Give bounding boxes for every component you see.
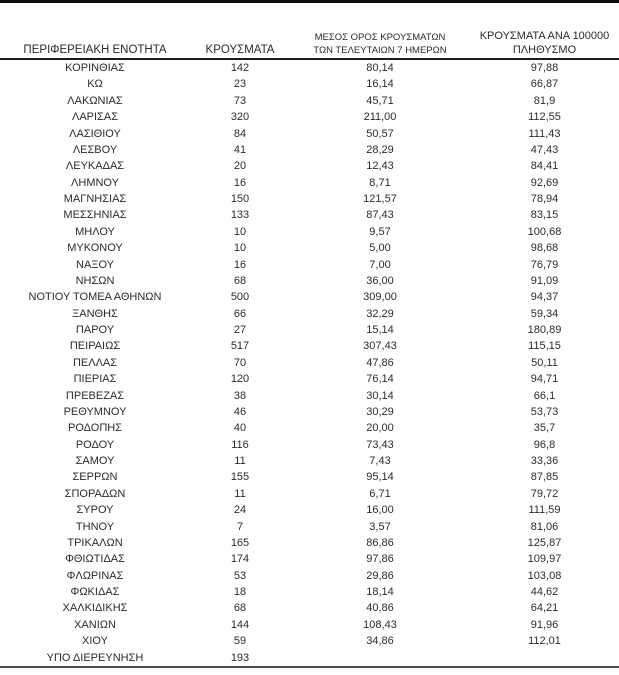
region-name-cell: ΦΩΚΙΔΑΣ [70, 586, 120, 598]
table-row [0, 535, 619, 551]
avg-7day-cases-cell: 108,43 [363, 618, 397, 631]
table-row [0, 224, 619, 240]
avg-7day-cases-cell: 32,29 [366, 307, 394, 320]
cases-per-100000-cell: 91,09 [530, 274, 559, 287]
cases-cell: 27 [233, 324, 247, 336]
column-header-avg-7day [290, 31, 470, 58]
cases-per-100000-cell: 109,97 [527, 553, 562, 566]
table-row [0, 338, 619, 354]
cases-per-100000-cell: 81,06 [530, 520, 559, 533]
cases-per-100000-cell: 115,15 [528, 340, 561, 353]
cases-cell: 46 [233, 405, 247, 418]
table-row [0, 93, 619, 109]
table-row [0, 371, 619, 387]
cases-cell: 11 [234, 455, 246, 467]
cases-per-100000-cell: 35,7 [533, 422, 556, 435]
cases-cell: 193 [230, 651, 250, 664]
column-header-cases: ΚΡΟΥΣΜΑΤΑ [205, 44, 275, 56]
cases-per-100000-cell: 79,72 [530, 487, 559, 500]
cases-cell: 40 [233, 422, 247, 435]
table-row [0, 191, 619, 207]
cases-per-100000-cell: 76,79 [530, 258, 559, 271]
cases-per-100000-cell: 91,96 [530, 618, 559, 631]
avg-7day-cases-cell: 80,14 [366, 62, 394, 74]
cases-per-100000-cell: 97,88 [530, 62, 559, 74]
region-name-cell: ΧΑΛΚΙΔΙΚΗΣ [62, 602, 128, 615]
avg-7day-cases-cell: 45,71 [366, 94, 394, 107]
avg-7day-cases-cell: 3,57 [369, 520, 391, 533]
cases-cell: 165 [230, 536, 250, 549]
avg-7day-cases-cell: 95,14 [366, 471, 394, 484]
avg-7day-cases-cell: 97,86 [366, 553, 394, 566]
table-row [0, 502, 619, 518]
cases-cell: 120 [230, 373, 250, 386]
cases-cell: 10 [233, 242, 247, 255]
cases-cell: 517 [230, 340, 250, 353]
table-header-row [0, 3, 619, 60]
table-row [0, 650, 619, 666]
table-row [0, 257, 619, 273]
cases-per-100000-cell: 103,08 [527, 569, 562, 582]
table-row [0, 617, 619, 633]
table-row [0, 584, 619, 600]
avg-7day-cases-cell: 6,71 [369, 487, 391, 500]
cases-cell: 18 [233, 586, 247, 598]
cases-cell: 11 [234, 487, 246, 500]
region-name-cell: ΠΑΡΟΥ [75, 324, 115, 336]
avg-7day-cases-cell: 34,86 [366, 635, 394, 648]
table-row [0, 600, 619, 616]
cases-cell: 116 [231, 438, 249, 451]
avg-7day-cases-cell: 40,86 [366, 602, 394, 615]
column-header-per-100000-line2: ΠΛΗΘΥΣΜΟ [512, 44, 577, 56]
cases-cell: 150 [230, 193, 250, 205]
table-row [0, 404, 619, 420]
column-header-regional-unit: ΠΕΡΙΦΕΡΕΙΑΚΗ ΕΝΟΤΗΤΑ [23, 44, 167, 56]
cases-cell: 16 [233, 258, 247, 271]
region-name-cell: ΛΑΡΙΣΑΣ [71, 111, 118, 124]
table-row [0, 453, 619, 469]
avg-7day-cases-cell: 86,86 [366, 536, 394, 549]
region-name-cell: ΠΙΕΡΙΑΣ [73, 373, 117, 386]
cases-cell: 68 [233, 274, 247, 287]
table-row [0, 633, 619, 649]
region-name-cell: ΦΘΙΩΤΙΔΑΣ [65, 553, 125, 566]
cases-per-100000-cell: 50,11 [531, 356, 558, 369]
cases-cell: 41 [233, 143, 247, 156]
column-header-per-100000-line1: ΚΡΟΥΣΜΑΤΑ ΑΝΑ 100000 [479, 30, 610, 42]
region-name-cell: ΤΗΝΟΥ [75, 520, 115, 533]
table-row [0, 388, 619, 404]
region-name-cell: ΣΥΡΟΥ [76, 504, 114, 517]
cases-per-100000-cell: 84,41 [530, 160, 559, 173]
region-name-cell: ΛΑΚΩΝΙΑΣ [67, 94, 123, 107]
cases-cell: 24 [233, 504, 247, 517]
avg-7day-cases-cell: 211,00 [363, 111, 397, 124]
table-row [0, 469, 619, 485]
avg-7day-cases-cell: 12,43 [366, 160, 394, 173]
table-row [0, 437, 619, 453]
cases-per-100000-cell: 87,85 [530, 471, 559, 484]
table-row [0, 355, 619, 371]
table-row [0, 519, 619, 535]
cases-per-100000-cell: 111,59 [528, 504, 561, 517]
avg-7day-cases-cell: 9,57 [369, 225, 391, 238]
column-header-avg-7day-line2: ΤΩΝ ΤΕΛΕΥΤΑΙΩΝ 7 ΗΜΕΡΩΝ [313, 45, 447, 56]
region-name-cell: ΜΗΛΟΥ [75, 225, 115, 238]
table-row [0, 126, 619, 142]
cases-cell: 142 [230, 62, 250, 74]
cases-per-100000-cell: 66,87 [530, 78, 559, 91]
cases-per-100000-cell: 111,43 [528, 127, 561, 140]
cases-per-100000-cell: 66,1 [533, 389, 556, 402]
avg-7day-cases-cell: 309,00 [363, 291, 397, 304]
table-row [0, 60, 619, 76]
column-header-avg-7day-line1: ΜΕΣΟΣ ΟΡΟΣ ΚΡΟΥΣΜΑΤΩΝ [314, 32, 446, 43]
cases-cell: 73 [233, 94, 247, 107]
cases-per-100000-cell: 33,36 [530, 455, 559, 467]
cases-per-100000-cell: 47,43 [530, 143, 559, 156]
table-row [0, 109, 619, 125]
table-row [0, 158, 619, 174]
cases-per-100000-cell: 125,87 [527, 536, 562, 549]
avg-7day-cases-cell: 73,43 [366, 438, 394, 451]
table-body [0, 60, 619, 666]
avg-7day-cases-cell: 30,14 [366, 389, 394, 402]
region-name-cell: ΡΕΘΥΜΝΟΥ [63, 405, 127, 418]
avg-7day-cases-cell: 8,71 [369, 176, 391, 189]
cases-per-100000-cell: 59,34 [530, 307, 559, 320]
cases-cell: 53 [233, 569, 247, 582]
region-name-cell: ΛΕΥΚΑΔΑΣ [65, 160, 125, 173]
cases-cell: 20 [233, 160, 247, 173]
cases-per-100000-cell: 64,21 [530, 602, 559, 615]
column-header-per-100000 [470, 29, 619, 58]
table-row [0, 551, 619, 567]
cases-cell: 84 [233, 127, 247, 140]
table-row [0, 306, 619, 322]
table-bottom-border [0, 666, 619, 668]
avg-7day-cases-cell: 307,43 [363, 340, 397, 353]
cases-cell: 68 [233, 602, 247, 615]
cases-cell: 23 [233, 78, 247, 91]
cases-per-100000-cell: 83,15 [530, 209, 559, 222]
cases-cell: 174 [230, 553, 250, 566]
region-name-cell: ΜΥΚΟΝΟΥ [67, 242, 123, 255]
avg-7day-cases-cell: 5,00 [369, 242, 391, 255]
table-row [0, 240, 619, 256]
region-name-cell: ΝΑΞΟΥ [76, 258, 114, 271]
region-name-cell: ΣΠΟΡΑΔΩΝ [64, 487, 126, 500]
region-name-cell: ΡΟΔΟΠΗΣ [67, 422, 123, 435]
region-name-cell: ΡΟΔΟΥ [75, 438, 115, 451]
region-name-cell: ΝΟΤΙΟΥ ΤΟΜΕΑ ΑΘΗΝΩΝ [28, 291, 162, 304]
table-row [0, 420, 619, 436]
cases-per-100000-cell: 100,68 [527, 225, 562, 238]
avg-7day-cases-cell: 47,86 [366, 356, 394, 369]
cases-per-100000-cell: 81,9 [533, 94, 556, 107]
avg-7day-cases-cell: 28,29 [366, 143, 394, 156]
region-name-cell: ΛΕΣΒΟΥ [72, 143, 118, 156]
avg-7day-cases-cell: 18,14 [366, 586, 394, 598]
region-name-cell: ΥΠΟ ΔΙΕΡΕΥΝΗΣΗ [46, 651, 144, 664]
region-name-cell: ΧΙΟΥ [82, 635, 108, 648]
cases-cell: 59 [233, 635, 247, 648]
region-name-cell: ΠΡΕΒΕΖΑΣ [65, 389, 125, 402]
avg-7day-cases-cell: 16,14 [366, 78, 394, 91]
avg-7day-cases-cell: 121,57 [363, 193, 397, 205]
table-row [0, 568, 619, 584]
avg-7day-cases-cell: 15,14 [366, 324, 394, 336]
table-row [0, 486, 619, 502]
cases-per-100000-cell: 53,73 [530, 405, 559, 418]
cases-per-100000-cell: 94,37 [530, 291, 559, 304]
avg-7day-cases-cell: 16,00 [366, 504, 394, 517]
cases-cell: 320 [230, 111, 250, 124]
cases-per-100000-cell: 44,62 [530, 586, 559, 598]
avg-7day-cases-cell: 7,43 [369, 455, 391, 467]
avg-7day-cases-cell: 29,86 [366, 569, 394, 582]
cases-cell: 70 [233, 356, 247, 369]
region-name-cell: ΣΑΜΟΥ [75, 455, 115, 467]
region-name-cell: ΠΕΙΡΑΙΩΣ [69, 340, 121, 353]
cases-per-100000-cell: 98,68 [530, 242, 559, 255]
region-name-cell: ΣΕΡΡΩΝ [72, 471, 118, 484]
region-name-cell: ΞΑΝΘΗΣ [72, 307, 118, 320]
cases-per-100000-cell: 92,69 [530, 176, 559, 189]
table-row [0, 273, 619, 289]
cases-cell: 38 [233, 389, 247, 402]
table-row [0, 322, 619, 338]
cases-per-100000-cell: 180,89 [527, 324, 562, 336]
table-row [0, 207, 619, 223]
region-name-cell: ΠΕΛΛΑΣ [72, 356, 118, 369]
cases-cell: 16 [233, 176, 247, 189]
cases-cell: 144 [230, 618, 250, 631]
region-name-cell: ΚΟΡΙΝΘΙΑΣ [65, 62, 125, 74]
region-name-cell: ΜΕΣΣΗΝΙΑΣ [63, 209, 127, 222]
table-row [0, 175, 619, 191]
region-name-cell: ΝΗΣΩΝ [75, 274, 115, 287]
cases-per-100000-cell: 78,94 [530, 193, 559, 205]
cases-cell: 133 [230, 209, 250, 222]
avg-7day-cases-cell: 87,43 [366, 209, 394, 222]
avg-7day-cases-cell: 76,14 [366, 373, 394, 386]
region-name-cell: ΚΩ [87, 78, 103, 91]
cases-per-100000-cell: 112,55 [528, 111, 561, 124]
region-name-cell: ΜΑΓΝΗΣΙΑΣ [63, 193, 127, 205]
region-name-cell: ΛΑΣΙΘΙΟΥ [69, 127, 121, 140]
cases-cell: 10 [233, 225, 247, 238]
cases-per-100000-cell: 112,01 [528, 635, 561, 648]
cases-cell: 155 [230, 471, 250, 484]
avg-7day-cases-cell: 20,00 [366, 422, 394, 435]
region-name-cell: ΛΗΜΝΟΥ [71, 176, 119, 189]
cases-cell: 66 [233, 307, 247, 320]
table-row [0, 142, 619, 158]
avg-7day-cases-cell: 36,00 [366, 274, 394, 287]
table-row [0, 76, 619, 92]
avg-7day-cases-cell: 7,00 [369, 258, 391, 271]
table-row [0, 289, 619, 305]
region-name-cell: ΧΑΝΙΩΝ [74, 618, 116, 631]
cases-per-100000-cell: 94,71 [530, 373, 559, 386]
region-name-cell: ΤΡΙΚΑΛΩΝ [67, 536, 123, 549]
cases-cell: 7 [236, 520, 244, 533]
avg-7day-cases-cell: 30,29 [366, 405, 394, 418]
cases-per-100000-cell: 96,8 [533, 438, 556, 451]
avg-7day-cases-cell: 50,57 [366, 127, 394, 140]
cases-cell: 500 [230, 291, 250, 304]
region-name-cell: ΦΛΩΡΙΝΑΣ [66, 569, 124, 582]
